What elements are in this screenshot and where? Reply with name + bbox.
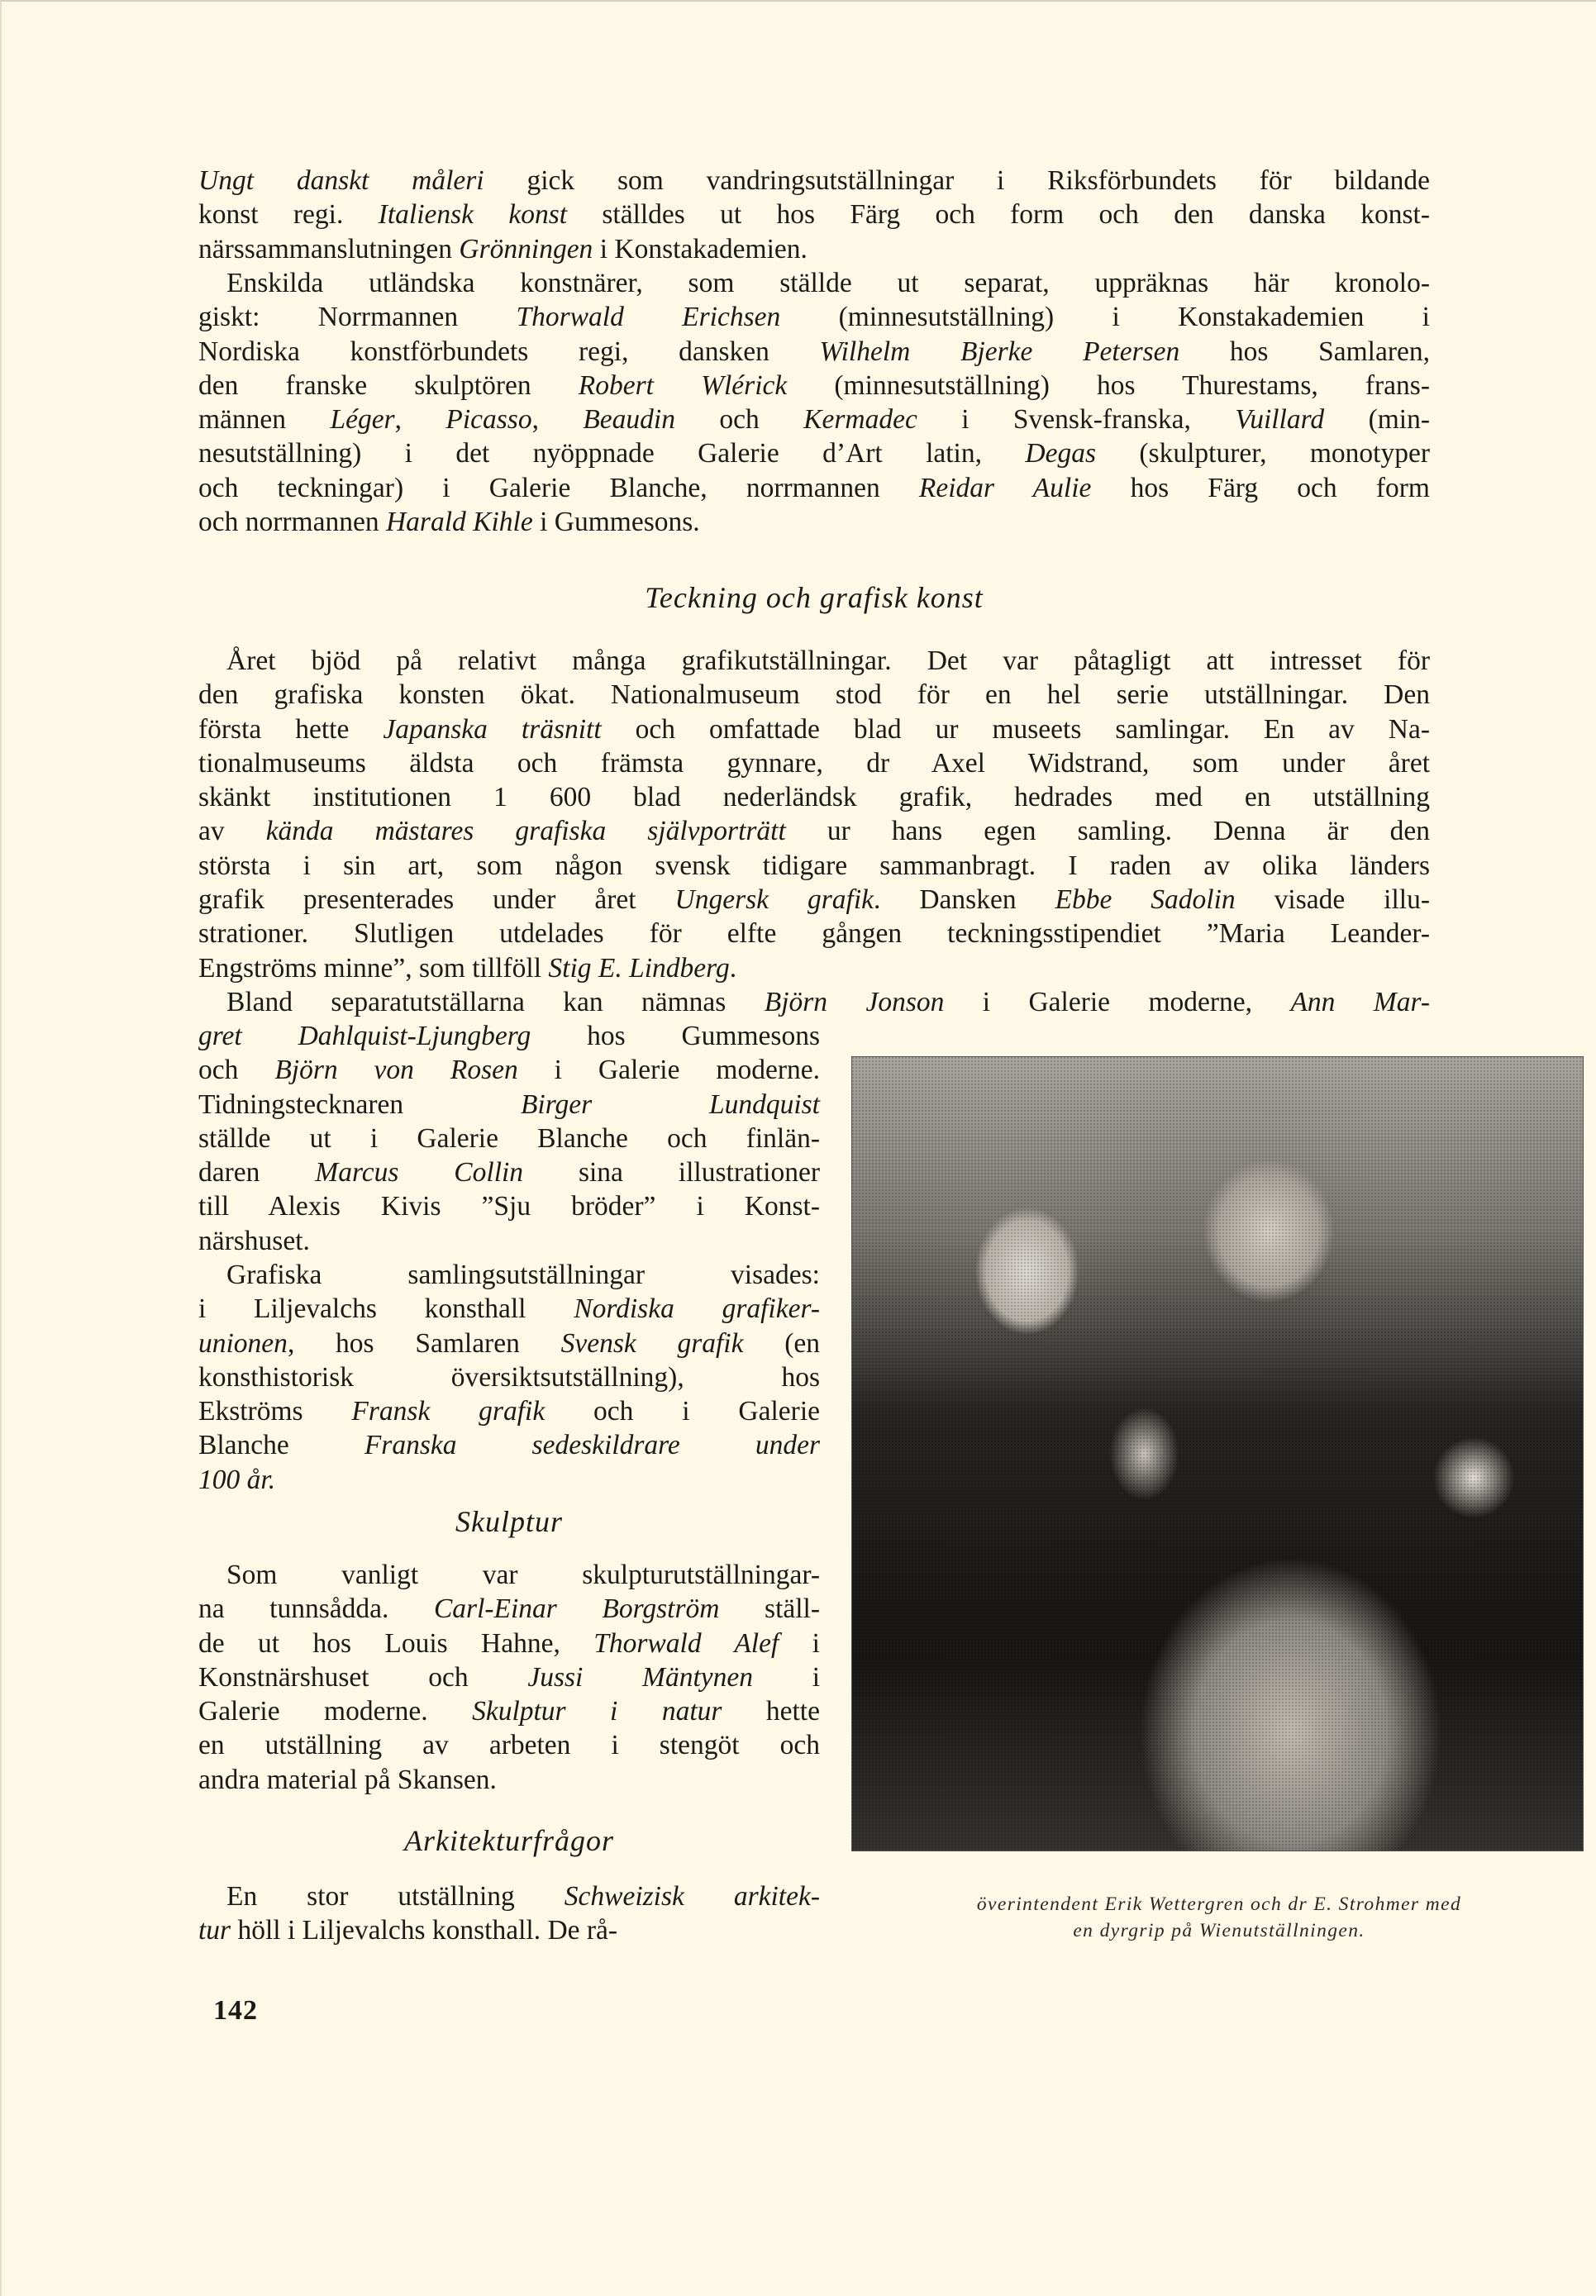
text-line: och teckningar) i Galerie Blanche, norrmannen Reidar Aulie hos Färg och form (198, 472, 1430, 503)
text-line: Tidningstecknaren Birger Lundquist (198, 1088, 820, 1120)
caption-line-2: en dyrgrip på Wienutställningen. (1073, 1920, 1365, 1941)
text-line: den grafiska konsten ökat. Nationalmuseum stod för en hel serie utställningar. Den (198, 679, 1430, 711)
teckning-paragraph-1 (198, 644, 1430, 985)
text-line: ställde ut i Galerie Blanche och finlän- (198, 1122, 820, 1154)
text-line: en utställning av arbeten i stengöt och (198, 1730, 820, 1761)
text-line: Bland separatutställarna kan nämnas Björn Jonson i Galerie moderne, Ann Mar- (226, 987, 1430, 1017)
heading-skulptur: Skulptur (455, 1505, 563, 1538)
text-line: Blanche Franska sedeskildrare under (198, 1430, 820, 1461)
heading-arkitektur: Arkitekturfrågor (404, 1824, 614, 1857)
text-line: i Liljevalchs konsthall Nordiska grafiker- (198, 1293, 820, 1325)
text-line: Galerie moderne. Skulptur i natur hette (198, 1696, 820, 1727)
page-number: 142 (213, 1995, 258, 2026)
photograph (851, 1056, 1584, 1851)
teckning-paragraph-2-first-line (198, 985, 1430, 1019)
text-line: daren Marcus Collin sina illustrationer (198, 1157, 820, 1188)
text-line: konsthistorisk översiktsutställning), hos (198, 1361, 820, 1393)
text-line: Som vanligt var skulpturutställningar- (226, 1560, 820, 1590)
text-line: gret Dahlquist-Ljungberg hos Gummesons (198, 1021, 820, 1051)
intro-paragraph-2 (198, 266, 1430, 539)
text-line: närssammanslutningen Grönningen i Konstakademien. (198, 233, 808, 264)
text-line: närshuset. (198, 1225, 310, 1256)
text-line: strationer. Slutligen utdelades för elfte gången teckningsstipendiet ”Maria Leander- (198, 918, 1430, 950)
text-line: Ekströms Fransk grafik och i Galerie (198, 1396, 820, 1427)
text-line: 100 år. (198, 1464, 276, 1495)
text-line: grafik presenterades under året Ungersk grafik. Dansken Ebbe Sadolin visade illu- (198, 884, 1430, 916)
text-line: skänkt institutionen 1 600 blad nederländsk grafik, hedrades med en utställning (198, 782, 1430, 813)
text-line: Enskilda utländska konstnärer, som ställde ut separat, uppräknas här kronolo- (226, 268, 1430, 298)
text-line: Konstnärshuset och Jussi Mäntynen i (198, 1661, 821, 1693)
intro-paragraph-1 (198, 164, 1430, 266)
text-line: den franske skulptören Robert Wlérick (minnesutställning) hos Thurestams, frans- (198, 369, 1430, 401)
text-line: till Alexis Kivis ”Sju bröder” i Konst- (198, 1191, 820, 1222)
heading-teckning: Teckning och grafisk konst (645, 581, 984, 614)
text-line: Nordiska konstförbundets regi, dansken Wilhelm Bjerke Petersen hos Samlaren, (198, 336, 1430, 367)
text-line: Grafiska samlingsutställningar visades: (226, 1260, 820, 1290)
text-line: andra material på Skansen. (198, 1764, 497, 1795)
text-line: Engströms minne”, som tillföll Stig E. Lindberg. (198, 952, 737, 984)
text-line: Året bjöd på relativt många grafikutställningar. Det var påtagligt att intresset för (226, 645, 1430, 676)
arkitektur-paragraph (198, 1879, 820, 1948)
text-line: männen Léger, Picasso, Beaudin och Kermadec i Svensk-franska, Vuillard (min- (198, 404, 1430, 436)
teckning-paragraph-3 (198, 1258, 820, 1497)
teckning-paragraph-2-continued (198, 1019, 820, 1258)
text-line: och norrmannen Harald Kihle i Gummesons. (198, 507, 700, 538)
text-line: En stor utställning Schweizisk arkitek- (226, 1881, 820, 1912)
text-line: Ungt danskt måleri gick som vandringsutställningar i Riksförbundets för bildande (198, 165, 1430, 196)
text-line: giskt: Norrmannen Thorwald Erichsen (minnesutställning) i Konstakademien i (198, 302, 1430, 333)
text-line: konst regi. Italiensk konst ställdes ut hos Färg och form och den danska konst- (198, 199, 1430, 231)
caption-line-1: överintendent Erik Wettergren och dr E. Strohmer med (976, 1893, 1462, 1915)
text-line: nesutställning) i det nyöppnade Galerie d’Art latin, Degas (skulpturer, monotyper (198, 438, 1430, 469)
text-line: och Björn von Rosen i Galerie moderne. (198, 1055, 820, 1086)
text-line: största i sin art, som någon svensk tidigare sammanbragt. I raden av olika länders (198, 850, 1430, 881)
photo-caption (851, 1891, 1587, 1944)
text-line: av kända mästares grafiska självporträtt ur hans egen samling. Denna är den (198, 816, 1431, 847)
text-line: tionalmuseums äldsta och främsta gynnare, dr Axel Widstrand, som under året (198, 747, 1430, 779)
skulptur-paragraph (198, 1558, 820, 1797)
text-line: de ut hos Louis Hahne, Thorwald Alef i (198, 1627, 820, 1659)
text-line: unionen, hos Samlaren Svensk grafik (en (198, 1327, 820, 1359)
text-line: na tunnsådda. Carl-Einar Borgström ställ- (198, 1593, 821, 1625)
text-line: tur höll i Liljevalchs konsthall. De rå- (198, 1915, 618, 1946)
text-line: första hette Japanska träsnitt och omfattade blad ur museets samlingar. En av Na- (198, 713, 1430, 745)
